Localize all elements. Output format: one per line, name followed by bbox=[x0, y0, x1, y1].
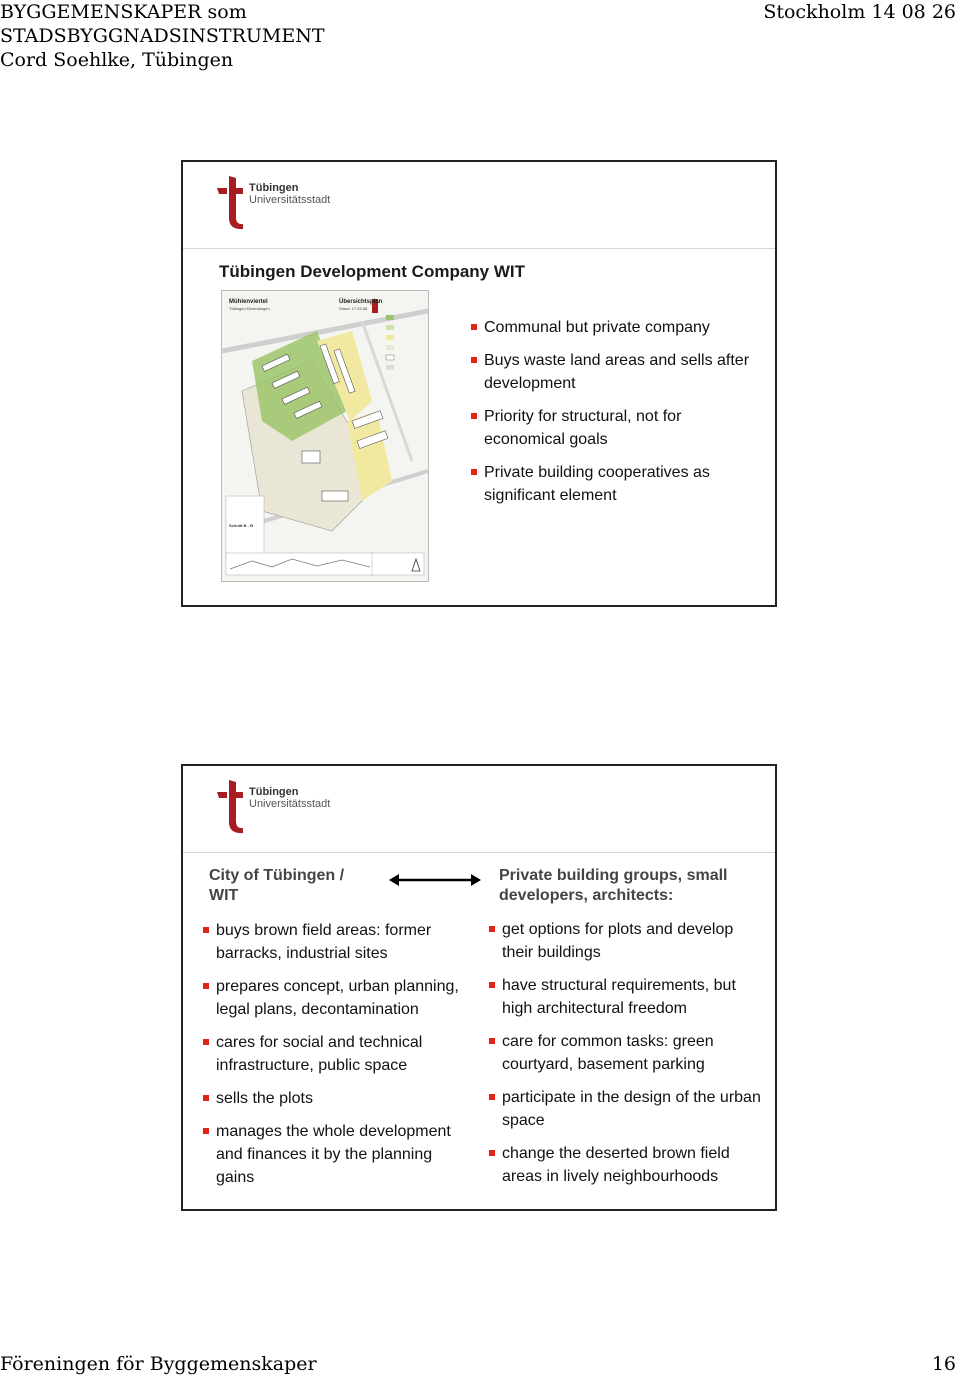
site-plan-drawing bbox=[222, 291, 428, 581]
list-item: sells the plots bbox=[203, 1087, 473, 1110]
wit-bullet-list bbox=[471, 316, 751, 517]
slide-wit bbox=[181, 160, 777, 607]
double-arrow-icon bbox=[389, 874, 481, 886]
list-item: prepares concept, urban planning, legal plans, decontamination bbox=[203, 975, 473, 1021]
map-section-label: Schnitt B - B bbox=[229, 523, 253, 528]
site-plan-map bbox=[221, 290, 429, 582]
list-item: cares for social and technical infrastructure, public space bbox=[203, 1031, 473, 1077]
list-item: participate in the design of the urban space bbox=[489, 1086, 761, 1132]
header-place-date: Stockholm 14 08 26 bbox=[763, 1, 956, 23]
list-item: care for common tasks: green courtyard, basement parking bbox=[489, 1030, 761, 1076]
document-header bbox=[0, 0, 325, 72]
builders-column-title: Private building groups, small developers, architects: bbox=[499, 867, 728, 904]
list-item: manages the whole development and finances it by the planning gains bbox=[203, 1120, 473, 1189]
footer-organization: Föreningen för Byggemenskaper bbox=[0, 1353, 317, 1375]
map-subtitle: Tübingen Derendingen bbox=[229, 306, 270, 311]
logo-subtitle: Universitätsstadt bbox=[249, 194, 331, 206]
tuebingen-logo bbox=[215, 174, 331, 234]
list-item: have structural requirements, but high architectural freedom bbox=[489, 974, 761, 1020]
slide-header bbox=[183, 766, 775, 852]
header-divider bbox=[183, 852, 775, 853]
map-title: Mühlenviertel bbox=[229, 299, 268, 305]
slide-header bbox=[183, 162, 775, 248]
map-plan-title: Übersichtsplan bbox=[339, 299, 383, 305]
slide-roles bbox=[181, 764, 777, 1211]
slide-title: Tübingen Development Company WIT bbox=[219, 262, 526, 281]
map-plan-date: Stand: 17.03.08 bbox=[339, 306, 368, 311]
logo-subtitle: Universitätsstadt bbox=[249, 798, 331, 810]
header-author: Cord Soehlke, Tübingen bbox=[0, 49, 234, 71]
list-item: Buys waste land areas and sells after development bbox=[471, 349, 751, 395]
logo-name: Tübingen bbox=[249, 786, 299, 798]
logo-name: Tübingen bbox=[249, 182, 299, 194]
t-logo-icon bbox=[215, 174, 245, 234]
list-item: buys brown field areas: former barracks, industrial sites bbox=[203, 919, 473, 965]
page-number: 16 bbox=[931, 1353, 956, 1375]
header-line-1: BYGGEMENSKAPER som bbox=[0, 1, 247, 23]
header-line-2: STADSBYGGNADSINSTRUMENT bbox=[0, 25, 325, 47]
t-logo-icon bbox=[215, 778, 245, 838]
header-divider bbox=[183, 248, 775, 249]
city-column-title: City of Tübingen / WIT bbox=[209, 867, 345, 904]
list-item: Private building cooperatives as significant element bbox=[471, 461, 751, 507]
tuebingen-logo bbox=[215, 778, 331, 838]
list-item: change the deserted brown field areas in lively neighbourhoods bbox=[489, 1142, 761, 1188]
list-item: get options for plots and develop their buildings bbox=[489, 918, 761, 964]
city-bullet-list bbox=[203, 919, 473, 1199]
list-item: Communal but private company bbox=[471, 316, 751, 339]
builders-bullet-list bbox=[489, 918, 761, 1198]
list-item: Priority for structural, not for economical goals bbox=[471, 405, 751, 451]
